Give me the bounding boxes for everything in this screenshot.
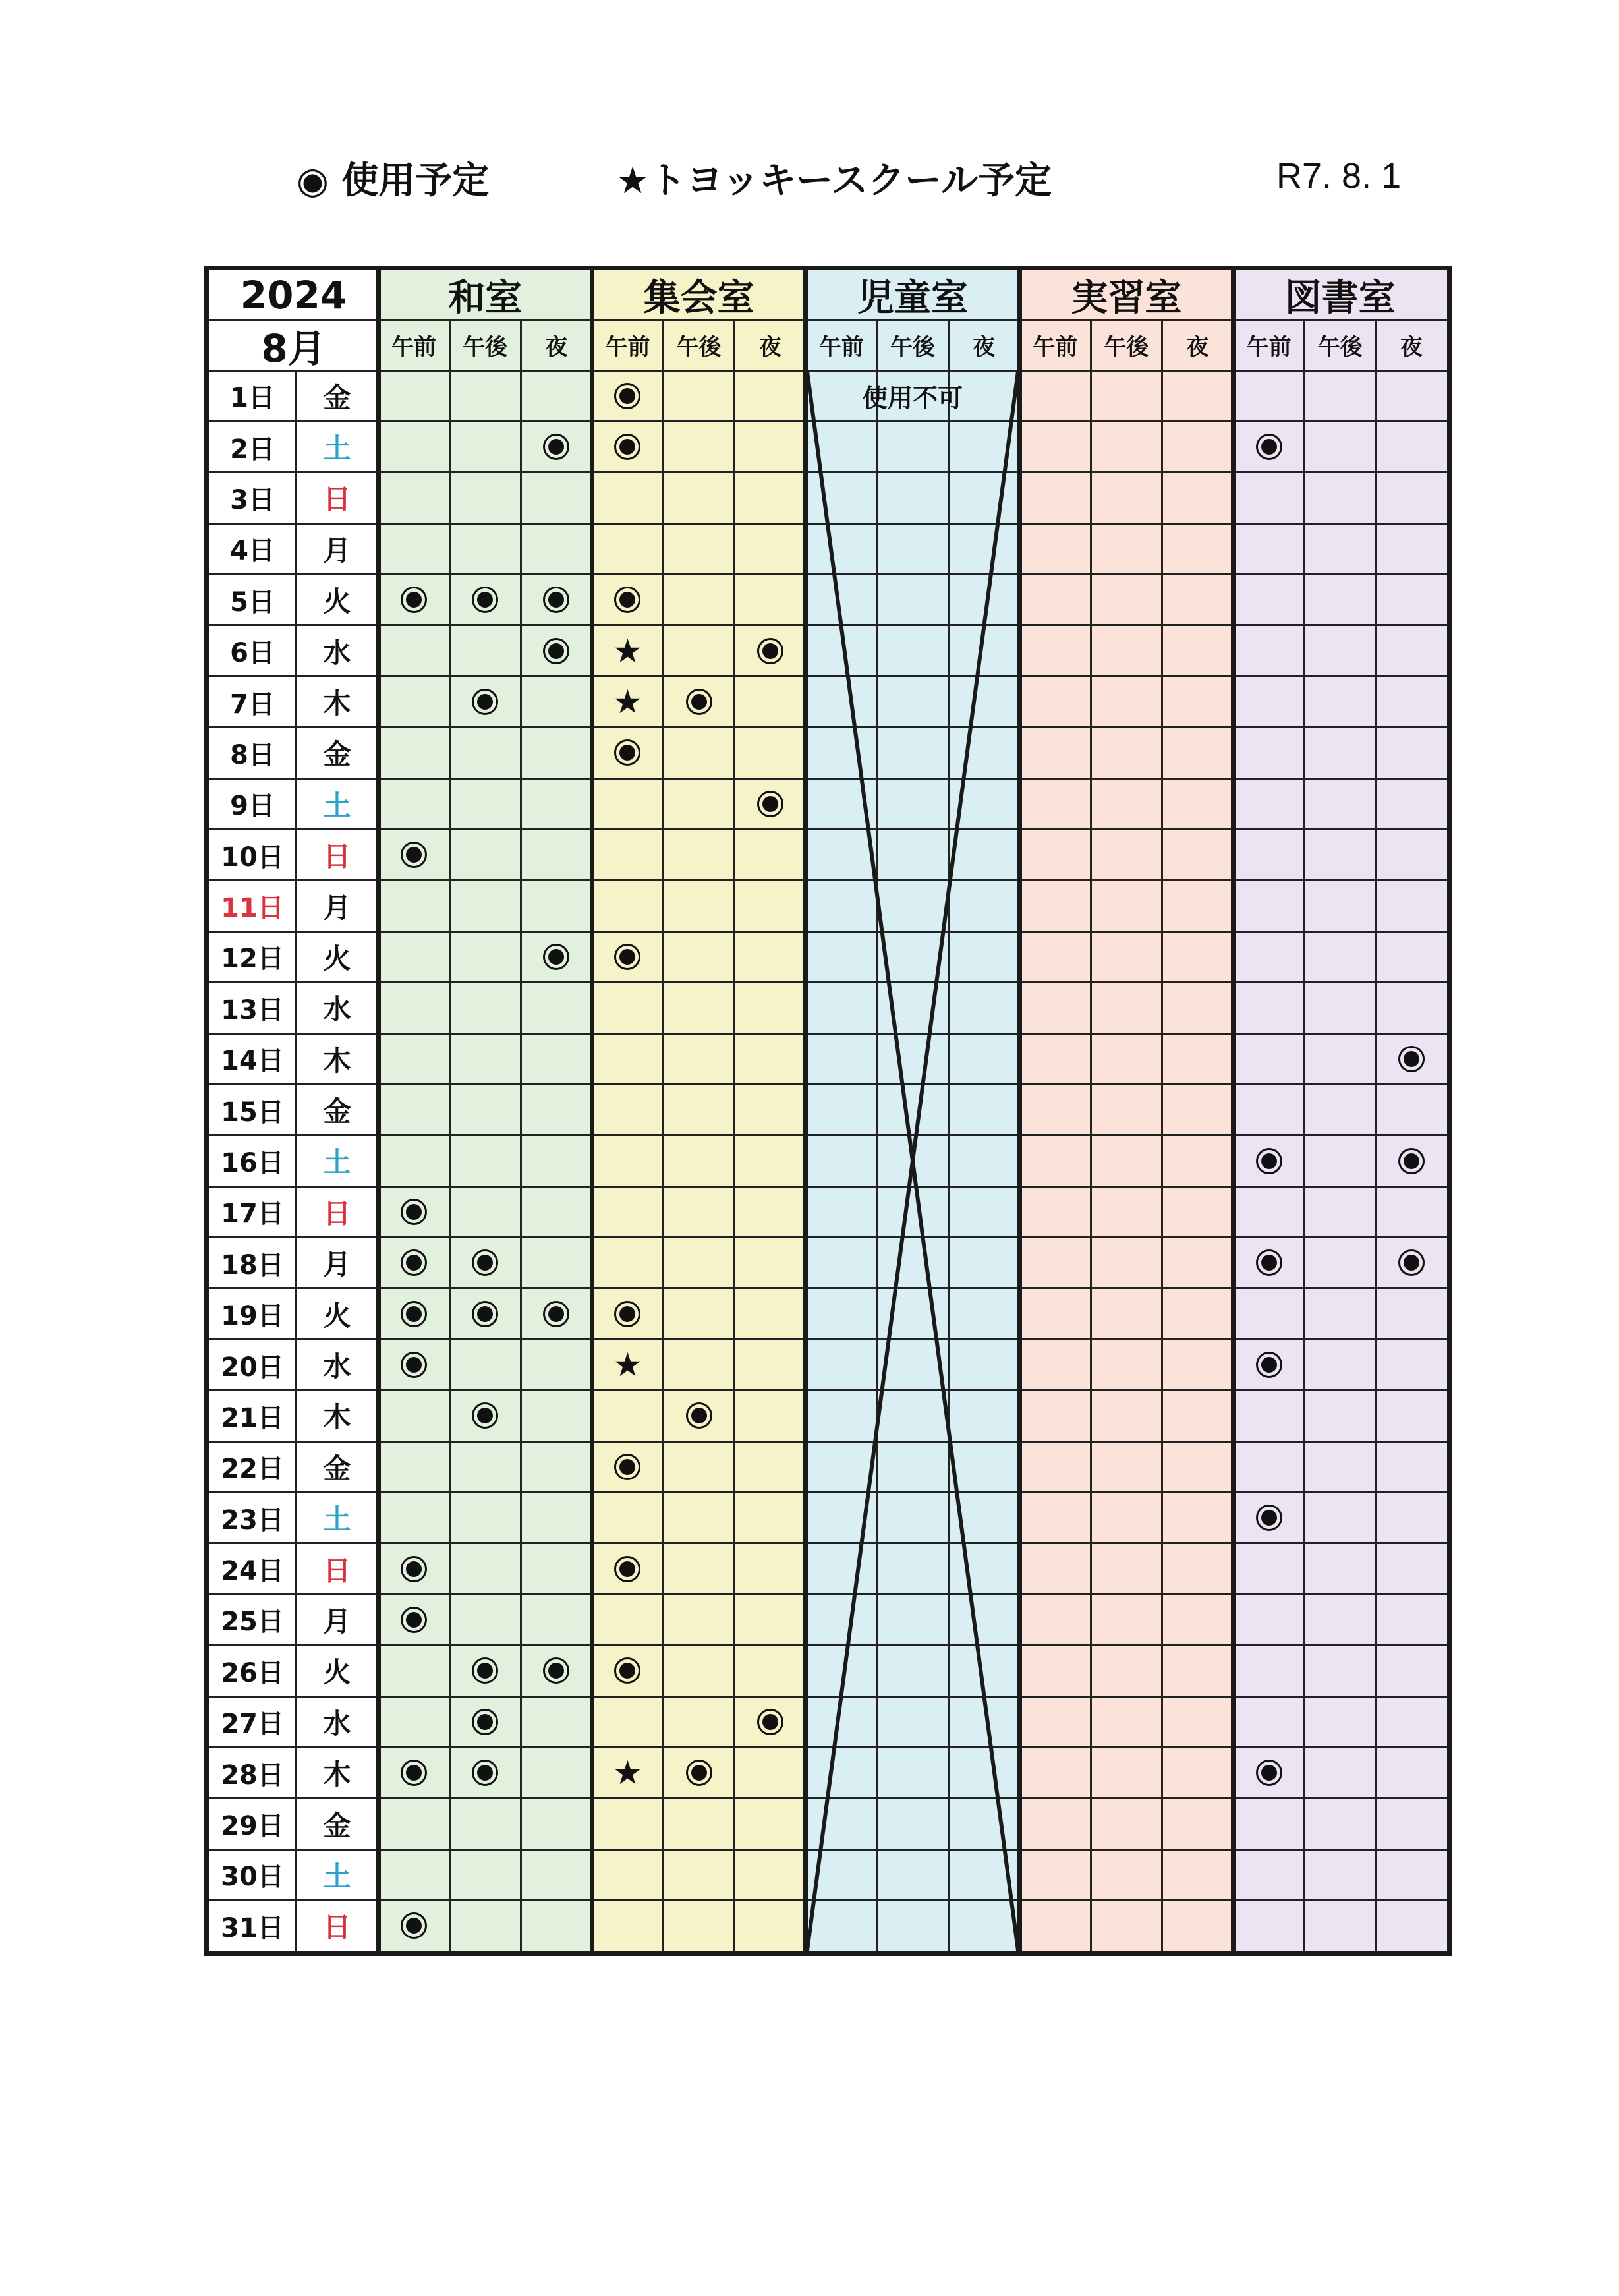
weekday-label: 金 [323,381,351,414]
weekday-label: 火 [323,585,351,618]
day-label: 22日 [221,1454,284,1485]
room-name: 和室 [448,276,523,320]
school-star-mark: ★ [613,1346,642,1385]
weekday-label: 金 [323,738,351,771]
day-label: 10日 [221,842,284,873]
day-label: 2日 [230,434,275,465]
slot-label: 夜 [1400,334,1423,360]
day-label: 11日 [221,893,284,924]
legend [0,152,1619,204]
slot-label: 午前 [605,334,650,360]
weekday-label: 水 [323,636,351,669]
weekday-label: 月 [323,891,351,924]
unavailable-note: 使用不可 [862,384,963,413]
school-star-mark: ★ [613,1754,642,1793]
day-label: 14日 [221,1046,284,1077]
room-name: 実習室 [1071,276,1182,320]
day-label: 8日 [230,739,275,770]
room-name: 集会室 [643,276,754,320]
weekday-label: 木 [323,1401,351,1434]
weekday-label: 金 [323,1809,351,1842]
slot-label: 夜 [545,334,568,360]
weekday-label: 金 [323,1095,351,1128]
weekday-label: 火 [323,942,351,975]
month-label: 8月 [261,326,326,371]
day-label: 15日 [221,1097,284,1128]
weekday-label: 木 [323,1044,351,1077]
slot-label: 午前 [1033,334,1078,360]
day-label: 16日 [221,1147,284,1178]
slot-label: 午前 [818,334,864,360]
day-label: 31日 [221,1912,284,1943]
room-name: 児童室 [857,276,968,320]
slot-label: 夜 [973,334,996,360]
day-label: 23日 [221,1505,284,1535]
day-label: 6日 [230,638,275,669]
day-label: 30日 [221,1862,284,1893]
document-date: R7. 8. 1 [1276,156,1402,196]
weekday-label: 月 [323,534,351,567]
weekday-label: 日 [323,840,351,873]
weekday-label: 木 [323,687,351,720]
weekday-label: 水 [323,993,351,1026]
weekday-label: 土 [323,1146,351,1179]
day-label: 1日 [230,383,275,414]
weekday-label: 日 [323,1554,351,1587]
legend-used: ◉ 使用予定 [297,159,490,202]
year-label: 2024 [240,272,347,318]
weekday-label: 木 [323,1758,351,1791]
weekday-label: 水 [323,1350,351,1383]
weekday-label: 月 [323,1248,351,1281]
day-label: 27日 [221,1709,284,1740]
day-label: 17日 [221,1199,284,1230]
slot-label: 午後 [1104,334,1149,360]
weekday-label: 土 [323,1503,351,1536]
weekday-label: 火 [323,1299,351,1332]
day-label: 5日 [230,587,275,617]
slot-label: 午前 [1246,334,1292,360]
day-label: 24日 [221,1556,284,1587]
slot-label: 夜 [1186,334,1209,360]
day-label: 7日 [230,689,275,720]
weekday-label: 水 [323,1707,351,1740]
day-label: 25日 [221,1607,284,1638]
slot-label: 午前 [391,334,437,360]
day-label: 26日 [221,1657,284,1688]
slot-label: 午後 [890,334,935,360]
day-label: 21日 [221,1402,284,1433]
day-label: 3日 [230,484,275,515]
weekday-label: 土 [323,1860,351,1893]
day-label: 29日 [221,1811,284,1842]
weekday-label: 金 [323,1452,351,1485]
slot-label: 夜 [758,334,781,360]
weekday-label: 土 [323,432,351,465]
day-label: 4日 [230,536,275,567]
weekday-label: 土 [323,789,351,822]
day-label: 28日 [221,1760,284,1791]
day-label: 13日 [221,994,284,1025]
day-label: 18日 [221,1249,284,1280]
legend-school: ★トヨッキースクール予定 [616,159,1052,202]
weekday-label: 日 [323,1911,351,1944]
weekday-label: 火 [323,1656,351,1689]
school-star-mark: ★ [613,631,642,670]
school-star-mark: ★ [613,683,642,722]
day-label: 9日 [230,791,275,822]
weekday-label: 日 [323,483,351,516]
weekday-label: 月 [323,1605,351,1638]
slot-label: 午後 [1317,334,1363,360]
day-label: 20日 [221,1352,284,1383]
schedule-table [204,266,1452,1956]
weekday-label: 日 [323,1197,351,1230]
room-name: 図書室 [1284,276,1396,320]
slot-label: 午後 [676,334,722,360]
day-label: 19日 [221,1301,284,1332]
slot-label: 午後 [463,334,508,360]
day-label: 12日 [221,944,284,975]
unavailable-cross [209,270,1447,1951]
